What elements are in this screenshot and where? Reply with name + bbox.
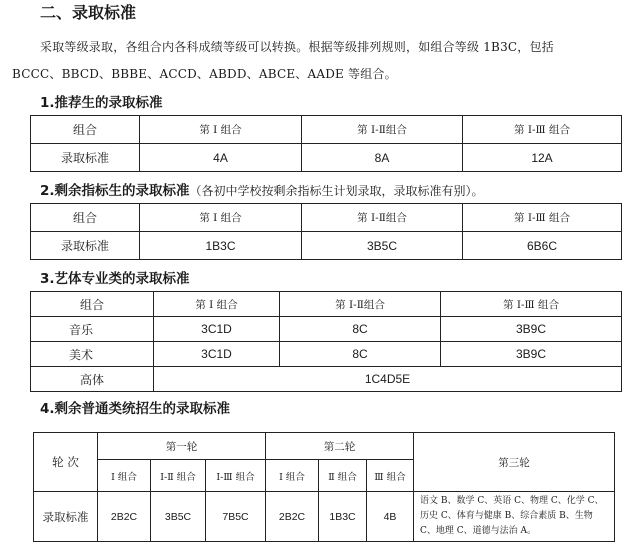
header-cell: 第 Ⅰ-Ⅱ组合 — [302, 204, 463, 232]
row-label-sports: 高体 — [31, 367, 154, 392]
section-4-title: 4.剩余普通类统招生的录取标准 — [40, 401, 231, 417]
round-label: 轮 次 — [34, 433, 98, 492]
value-cell: 8C — [280, 342, 441, 367]
value-cell: 3C1D — [154, 342, 280, 367]
page-heading: 二、录取标准 — [40, 3, 137, 22]
sub-header: Ⅰ 组合 — [266, 460, 319, 492]
row-label-music: 音乐 — [31, 317, 154, 342]
table-general-admission — [33, 432, 615, 542]
row-label-art: 美术 — [31, 342, 154, 367]
header-cell: 第 Ⅰ-Ⅱ组合 — [280, 292, 441, 317]
value-cell: 4A — [140, 144, 302, 172]
value-cell: 1B3C — [319, 492, 367, 542]
sub-header: Ⅱ 组合 — [319, 460, 367, 492]
header-cell: 第 Ⅰ-Ⅲ 组合 — [463, 204, 622, 232]
sub-header: Ⅰ-Ⅱ 组合 — [151, 460, 206, 492]
section-2-title-text: 2.剩余指标生的录取标准 — [40, 183, 190, 199]
round-1-header: 第一轮 — [98, 433, 266, 460]
header-cell: 第 Ⅰ 组合 — [140, 204, 302, 232]
intro-line-1: 采取等级录取，各组合内各科成绩等级可以转换。根据等级排列规则，如组合等级 1B3C，包括 — [40, 40, 554, 54]
header-cell: 组合 — [31, 116, 140, 144]
value-cell: 3B9C — [441, 342, 622, 367]
round-3-requirements: 语文 B、数学 C、英语 C、物理 C、化学 C、历史 C、体育与健康 B、综合素质 B、生物 C、地理 C、道德与法治 A。 — [414, 492, 615, 542]
value-cell: 12A — [463, 144, 622, 172]
round-2-header: 第二轮 — [266, 433, 414, 460]
value-cell: 8A — [302, 144, 463, 172]
value-cell: 6B6C — [463, 232, 622, 260]
section-1-title: 1.推荐生的录取标准 — [40, 95, 163, 111]
value-cell: 2B2C — [98, 492, 151, 542]
table-recommended — [30, 115, 622, 172]
value-cell: 3B5C — [151, 492, 206, 542]
header-cell: 组合 — [31, 204, 140, 232]
row-label: 录取标准 — [31, 232, 140, 260]
round-3-header: 第三轮 — [414, 433, 615, 492]
value-cell: 3B5C — [302, 232, 463, 260]
intro-line-2: BCCC、BBCD、BBBE、ACCD、ABDD、ABCE、AADE 等组合。 — [12, 67, 397, 81]
value-cell: 3C1D — [154, 317, 280, 342]
table-arts-sports — [30, 291, 622, 392]
sub-header: Ⅲ 组合 — [367, 460, 414, 492]
header-cell: 组合 — [31, 292, 154, 317]
sub-header: Ⅰ-Ⅲ 组合 — [206, 460, 266, 492]
value-cell: 3B9C — [441, 317, 622, 342]
header-cell: 第 Ⅰ-Ⅱ组合 — [302, 116, 463, 144]
table-remaining-quota — [30, 203, 622, 260]
value-cell: 4B — [367, 492, 414, 542]
header-cell: 第 Ⅰ 组合 — [140, 116, 302, 144]
sub-header: Ⅰ 组合 — [98, 460, 151, 492]
value-cell: 7B5C — [206, 492, 266, 542]
value-cell: 2B2C — [266, 492, 319, 542]
value-cell: 8C — [280, 317, 441, 342]
section-2-title — [40, 179, 484, 199]
header-cell: 第 Ⅰ-Ⅲ 组合 — [463, 116, 622, 144]
header-cell: 第 Ⅰ 组合 — [154, 292, 280, 317]
section-3-title: 3.艺体专业类的录取标准 — [40, 271, 190, 287]
section-2-note: （各初中学校按剩余指标生计划录取，录取标准有别）。 — [189, 184, 484, 198]
row-label: 录取标准 — [31, 144, 140, 172]
value-cell: 1B3C — [140, 232, 302, 260]
header-cell: 第 Ⅰ-Ⅲ 组合 — [441, 292, 622, 317]
row-label: 录取标准 — [34, 492, 98, 542]
value-cell-sports: 1C4D5E — [154, 367, 622, 392]
